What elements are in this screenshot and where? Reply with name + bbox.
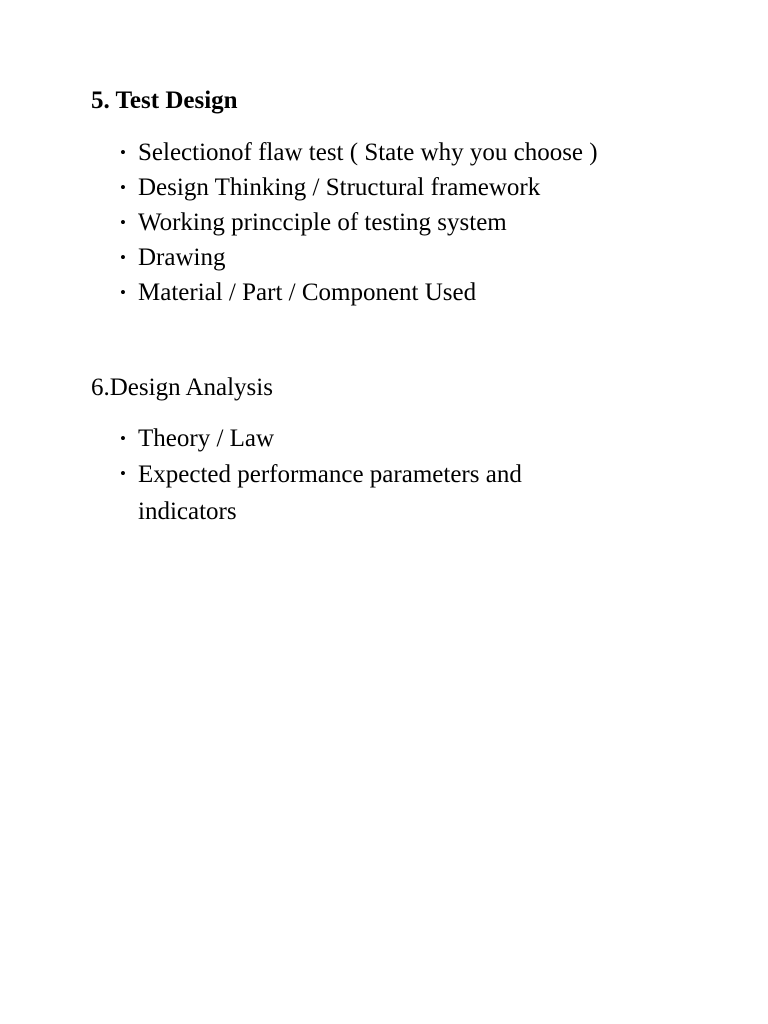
list-item	[0, 205, 608, 240]
test-design-list	[0, 135, 608, 310]
bullet-icon: •	[120, 429, 126, 448]
section-heading-design-analysis: 6.Design Analysis	[91, 374, 273, 401]
bullet-icon: •	[120, 213, 126, 232]
list-item-text: Selectionof flaw test ( State why you choose )	[138, 139, 598, 166]
section-heading-test-design: 5. Test Design	[91, 87, 238, 114]
list-item	[0, 456, 608, 530]
list-item-text: Theory / Law	[138, 425, 275, 452]
list-item	[0, 135, 608, 170]
list-item-text: Drawing	[138, 244, 226, 271]
list-item	[0, 275, 608, 310]
list-item-text: Expected performance parameters and indicators	[138, 461, 522, 525]
design-analysis-list	[0, 421, 608, 530]
bullet-icon: •	[120, 464, 126, 483]
bullet-icon: •	[120, 178, 126, 197]
list-item-text: Working princciple of testing system	[138, 209, 507, 236]
list-item	[0, 240, 608, 275]
list-item	[0, 170, 608, 205]
bullet-icon: •	[120, 248, 126, 267]
bullet-icon: •	[120, 283, 126, 302]
list-item	[0, 421, 608, 456]
list-item-text: Design Thinking / Structural framework	[138, 174, 541, 201]
list-item-text: Material / Part / Component Used	[138, 279, 477, 306]
bullet-icon: •	[120, 143, 126, 162]
